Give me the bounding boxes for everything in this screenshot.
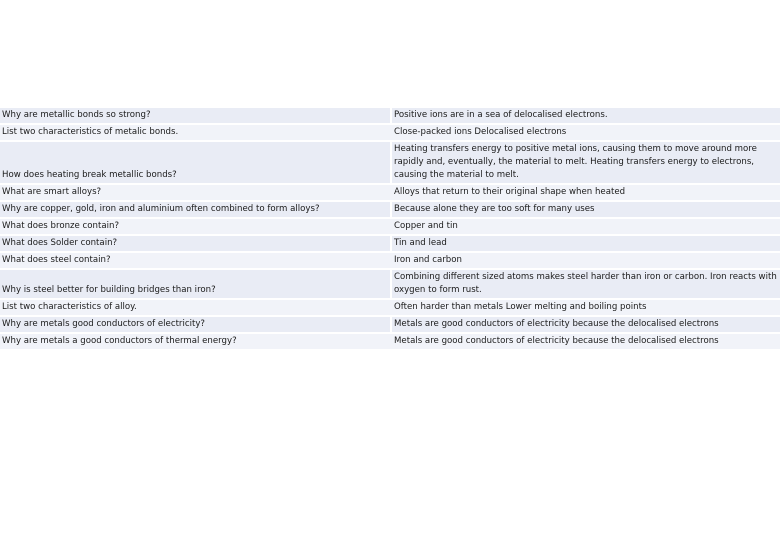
question-cell: What does Solder contain? xyxy=(0,235,390,252)
question-cell: Why are copper, gold, iron and aluminium often combined to form alloys? xyxy=(0,201,390,218)
table-row xyxy=(0,218,780,235)
question-cell: Why are metals a good conductors of thermal energy? xyxy=(0,333,390,350)
table-row xyxy=(0,141,780,184)
question-cell: What are smart alloys? xyxy=(0,184,390,201)
answer-cell: Metals are good conductors of electricity because the delocalised electrons xyxy=(392,333,780,350)
table-row xyxy=(0,316,780,333)
answer-cell: Positive ions are in a sea of delocalised electrons. xyxy=(392,108,780,124)
question-cell: List two characteristics of metalic bonds. xyxy=(0,124,390,141)
table-row xyxy=(0,235,780,252)
answer-cell: Close-packed ions Delocalised electrons xyxy=(392,124,780,141)
answer-cell: Alloys that return to their original shape when heated xyxy=(392,184,780,201)
answer-cell: Tin and lead xyxy=(392,235,780,252)
question-answer-table xyxy=(0,108,780,351)
table-row xyxy=(0,299,780,316)
answer-cell: Often harder than metals Lower melting and boiling points xyxy=(392,299,780,316)
answer-cell: Heating transfers energy to positive metal ions, causing them to move around more rapidly and, eventually, the material to melt. Heating transfers energy to electrons, causing the material to melt. xyxy=(392,141,780,184)
answer-cell: Metals are good conductors of electricity because the delocalised electrons xyxy=(392,316,780,333)
answer-cell: Combining different sized atoms makes steel harder than iron or carbon. Iron reacts with oxygen to form rust. xyxy=(392,269,780,299)
table-row xyxy=(0,184,780,201)
table-row xyxy=(0,201,780,218)
question-cell: List two characteristics of alloy. xyxy=(0,299,390,316)
answer-cell: Because alone they are too soft for many uses xyxy=(392,201,780,218)
question-cell: Why are metallic bonds so strong? xyxy=(0,108,390,124)
question-cell: Why are metals good conductors of electricity? xyxy=(0,316,390,333)
table-row xyxy=(0,269,780,299)
answer-cell: Iron and carbon xyxy=(392,252,780,269)
question-cell: Why is steel better for building bridges than iron? xyxy=(0,269,390,299)
table-row xyxy=(0,333,780,350)
question-cell: How does heating break metallic bonds? xyxy=(0,141,390,184)
answer-cell: Copper and tin xyxy=(392,218,780,235)
qa-table-body xyxy=(0,108,780,350)
question-cell: What does bronze contain? xyxy=(0,218,390,235)
question-cell: What does steel contain? xyxy=(0,252,390,269)
table-row xyxy=(0,252,780,269)
table-row xyxy=(0,124,780,141)
table-row xyxy=(0,108,780,124)
